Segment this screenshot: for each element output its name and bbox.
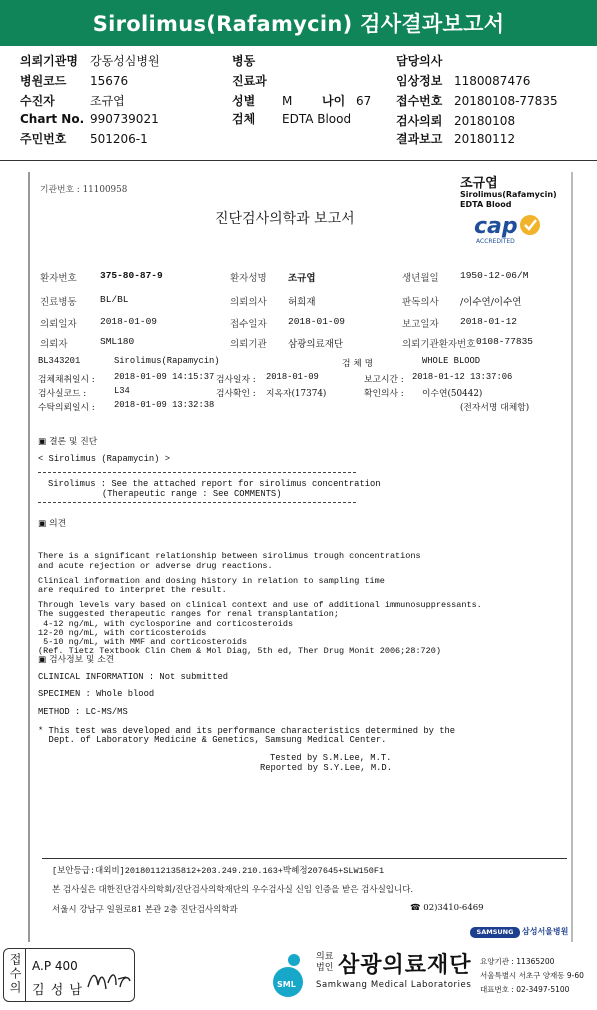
- top-right-patient-name: 조규엽: [460, 176, 498, 191]
- result-heading: < Sirolimus (Rapamycin) >: [38, 454, 170, 464]
- header-divider: [0, 160, 597, 161]
- header-row: 의뢰기관명 강동성심병원: [20, 54, 160, 68]
- divider: [38, 502, 356, 503]
- stamp-name: 김 성 남: [32, 983, 83, 998]
- page-footer: [0, 946, 597, 1010]
- note-line: * This test was developed and its performance characteristics determined by the: [38, 726, 456, 736]
- stamp-side-label: 접수의: [4, 949, 26, 1001]
- header-row: 나이 67: [322, 94, 372, 108]
- top-right-specimen: EDTA Blood: [460, 200, 512, 209]
- header-row: 접수번호 20180108-77835: [396, 94, 558, 108]
- test-code: BL343201: [38, 356, 81, 366]
- reception-stamp: [3, 948, 135, 1002]
- specimen-value: WHOLE BLOOD: [422, 356, 481, 366]
- section-result: ▣ 결론 및 진단: [38, 437, 98, 447]
- org-info-line: 대표번호 : 02-3497-5100: [480, 985, 570, 994]
- stamp-ap: A.P 400: [32, 959, 78, 973]
- org-info-line: 서울특별시 서초구 양재동 9-60: [480, 971, 584, 980]
- header-row: 담당의사: [396, 54, 443, 68]
- org-type: 의료 법인: [316, 952, 334, 973]
- sml-logo: SML: [268, 952, 312, 1000]
- institution-number: 기관번호 : 11100958: [40, 185, 128, 195]
- tested-by: Tested by S.M.Lee, M.T.: [270, 753, 392, 763]
- header-row: 임상정보 1180087476: [396, 74, 531, 88]
- divider: [38, 472, 356, 473]
- divider: [42, 858, 567, 859]
- test-name: Sirolimus(Rapamycin): [114, 356, 220, 366]
- header-row: 진료과: [232, 74, 267, 88]
- result-line: (Therapeutic range : See COMMENTS): [102, 489, 282, 499]
- samsung-logo: SAMSUNG: [470, 927, 520, 938]
- scanned-report: 기관번호 : 11100958 조규엽 Sirolimus(Rafamycin) EDTA Blood cap ACCREDITED 진단검사의학과 보고서 환자번호 375-80-87-9 환자성명 조규엽 생년월일 1950-12-06/M 진료병동 BL/BL 의뢰의사 허희재 판독의사 /이수연/이수연 의뢰일자 2018-01-09 접수일자 2018-01-09 보고일자 2018-01-12 의뢰자 SML180 의뢰기관 삼광의료재단 의뢰기관환자번호 0108-77835 BL343201 Sirolimus(Rapamycin) 검 체 명 WHOLE BLOOD 검체채취일시 : 2018-01-09 14:15:37 검사일자 : 2018-01-09 보고시간 : 2018-01-12 13:37:06 검사실코드 : L34 검사확인 : 지옥자(17374) 확인의사 : 이수연(50442) 수탁의뢰일시 : 2018-01-09 13:32:38 (전자서명 대체함) ▣ 결론 및 진단 < Sirolimus (Rapamycin) > Sirolimus : See the attached report for sirolimus concentration (Therapeutic range : See COMMENTS) ▣ 의견 There is a significant relationship between sirolimus trough concentrations and acute rejection or adverse drug reactions. Clinical information and dosing history in relation to sampling time are required to interpret the result. Through levels vary based on clinical context and use of additional immunosuppressants. The suggested therapeutic ranges for renal transplantation; 4-12 ng/mL, with cyclosporine and corticosteroids 12-20 ng/mL, with corticosteroids 5-10 ng/mL, with MMF and corticosteroids (Ref. Tietz Textbook Clin Chem & Mol Diag, 5th ed, Ther Drug Monit 2006;28:720) ▣ 검사정보 및 소견 CLINICAL INFORMATION : Not submitted SPECIMEN : Whole blood METHOD : LC-MS/MS * This test was developed and its performance characteristics determined by the Dept. of Laboratory Medicine & Genetics, Samsung Medical Center. Tested by S.M.Lee, M.T. Reported by S.Y.Lee, M.D. [보안등급:대외비]20180112135812+203.249.210.163+박혜정207645+SLW150F1 본 검사실은 대한진단검사의학회/진단검사의학재단의 우수검사실 신임 인증을 받은 검사실입니다. 서울시 강남구 일원로81 본관 2층 진단검사의학과 ☎ 02)3410-6469 SAMSUNG 삼성서울병원: [28, 172, 573, 942]
- security-line: [보안등급:대외비]20180112135812+203.249.210.163+박혜정207645+SLW150F1: [52, 866, 385, 876]
- method-info: METHOD : LC-MS/MS: [38, 707, 128, 717]
- note-line: Dept. of Laboratory Medicine & Genetics, Samsung Medical Center.: [38, 735, 387, 745]
- header-row: 병동: [232, 54, 256, 68]
- signature-icon: [86, 967, 132, 995]
- top-right-test: Sirolimus(Rafamycin): [460, 190, 557, 199]
- specimen-label: 검 체 명: [342, 359, 374, 369]
- certification-text: 본 검사실은 대한진단검사의학회/진단검사의학재단의 우수검사실 신임 인증을 받은 검사실입니다.: [52, 885, 414, 895]
- reported-by: Reported by S.Y.Lee, M.D.: [260, 763, 392, 773]
- header-row: 결과보고 20180112: [396, 132, 516, 146]
- header-row: 검사의뢰 20180108: [396, 114, 516, 128]
- clinical-info: CLINICAL INFORMATION : Not submitted: [38, 672, 229, 682]
- header-row: 검체 EDTA Blood: [232, 112, 352, 126]
- header-row: 병원코드 15676: [20, 74, 129, 88]
- samsung-hospital: 삼성서울병원: [522, 927, 569, 936]
- lab-address: 서울시 강남구 일원로81 본관 2층 진단검사의학과: [52, 905, 238, 915]
- org-name: 삼광의료재단: [338, 953, 472, 978]
- org-name-en: Samkwang Medical Laboratories: [316, 980, 472, 990]
- org-info-line: 요양기관 : 11365200: [480, 957, 555, 966]
- lab-phone: ☎ 02)3410-6469: [410, 903, 484, 913]
- header-row: 주민번호 501206-1: [20, 132, 148, 146]
- header-row: 성별 M: [232, 94, 293, 108]
- cap-accredited-logo: cap ACCREDITED: [474, 214, 546, 248]
- header-row: Chart No. 990739021: [20, 112, 159, 126]
- section-test-info: ▣ 검사정보 및 소견: [38, 655, 115, 665]
- patient-header: [0, 50, 597, 162]
- header-row: 수진자 조규엽: [20, 94, 125, 108]
- report-title-banner: [0, 0, 597, 46]
- paper-title: 진단검사의학과 보고서: [215, 211, 355, 227]
- specimen-info: SPECIMEN : Whole blood: [38, 689, 155, 699]
- sml-logo-icon: [268, 952, 312, 1000]
- opinion-text: There is a significant relationship between sirolimus trough concentrations and acute rejection or adverse drug reactions. Clinical information and dosing history in relation to sampling time are required to interpret the result. Through levels vary based on clinical context and use of additional immunosuppressants. The suggested therapeutic ranges for renal transplantation; 4-12 ng/mL, with cyclosporine and corticosteroids 12-20 ng/mL, with corticosteroids 5-10 ng/mL, with MMF and corticosteroids (Ref. Tietz Textbook Clin Chem & Mol Diag, 5th ed, Ther Drug Monit 2006;28:720): [38, 551, 482, 657]
- result-line: Sirolimus : See the attached report for sirolimus concentration: [48, 479, 381, 489]
- section-opinion: ▣ 의견: [38, 519, 67, 529]
- cap-badge-icon: [518, 214, 542, 236]
- report-title: Sirolimus(Rafamycin) 검사결과보고서: [92, 12, 505, 36]
